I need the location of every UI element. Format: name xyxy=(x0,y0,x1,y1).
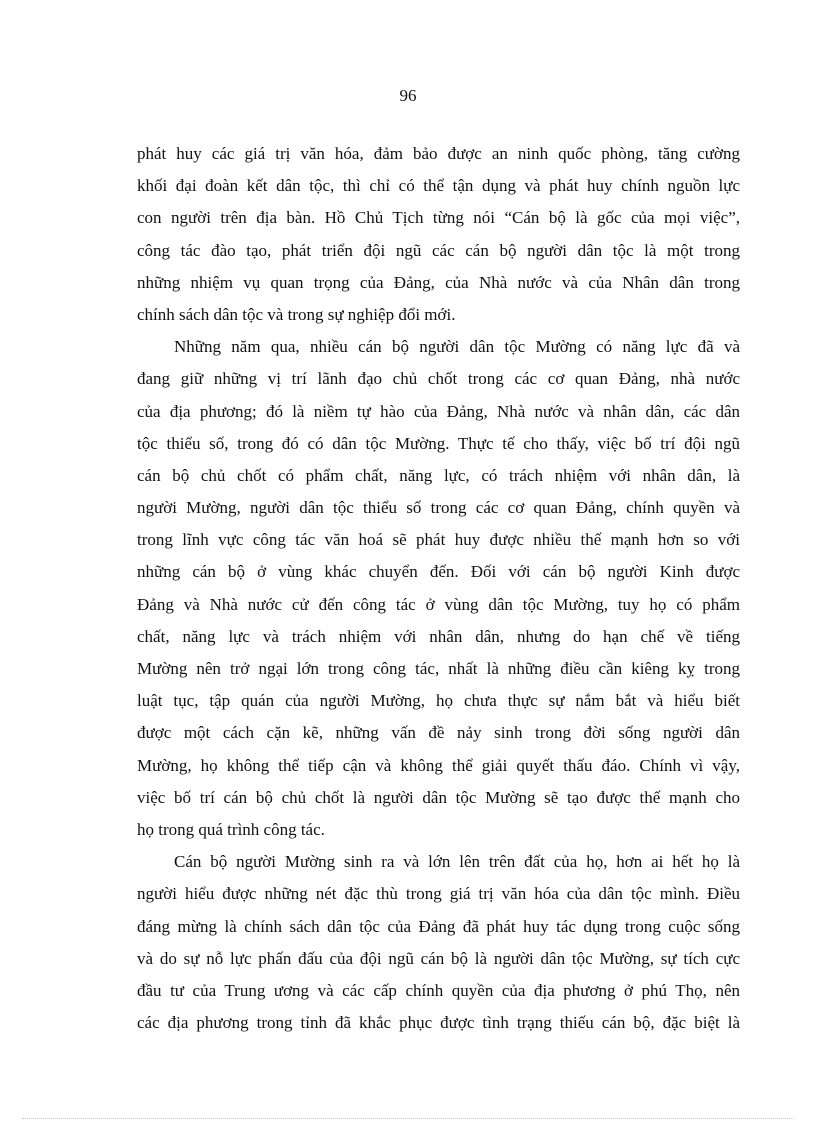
text-line: được một cách cặn kẽ, những vấn đề nảy sinh trong đời sống người dân xyxy=(137,723,740,743)
text-line: việc bố trí cán bộ chủ chốt là người dân tộc Mường sẽ tạo được thế mạnh cho xyxy=(137,787,740,807)
text-line: Mường nên trở ngại lớn trong công tác, nhất là những điều cần kiêng kỵ trong xyxy=(137,659,740,678)
text-line: luật tục, tập quán của người Mường, họ chưa thực sự nắm bắt và hiểu biết xyxy=(137,691,740,711)
text-line: người hiểu được những nét đặc thù trong giá trị văn hóa của dân tộc mình. Điều xyxy=(137,884,740,904)
text-line: các địa phương trong tỉnh đã khắc phục được tình trạng thiếu cán bộ, đặc biệt là xyxy=(137,1013,740,1033)
text-line: Cán bộ người Mường sinh ra và lớn lên trên đất của họ, hơn ai hết họ là xyxy=(174,852,740,872)
body-text xyxy=(137,138,740,1039)
page-number: 96 xyxy=(399,86,417,105)
text-line: cán bộ chủ chốt có phẩm chất, năng lực, có trách nhiệm với nhân dân, là xyxy=(137,465,740,485)
paragraph-2 xyxy=(137,331,740,846)
text-line: Những năm qua, nhiều cán bộ người dân tộc Mường có năng lực đã và xyxy=(174,337,740,357)
text-line: khối đại đoàn kết dân tộc, thì chỉ có thể tận dụng và phát huy chính nguồn lực xyxy=(137,176,740,196)
text-line: chính sách dân tộc và trong sự nghiệp đổi mới. xyxy=(137,304,456,324)
text-line: đang giữ những vị trí lãnh đạo chủ chốt trong các cơ quan Đảng, nhà nước xyxy=(137,369,740,389)
text-line: và do sự nỗ lực phấn đấu của đội ngũ cán bộ là người dân tộc Mường, sự tích cực xyxy=(137,948,740,968)
text-line: người Mường, người dân tộc thiểu số trong các cơ quan Đảng, chính quyền và xyxy=(137,498,740,518)
text-line: công tác đào tạo, phát triển đội ngũ các cán bộ người dân tộc là một trong xyxy=(137,240,740,260)
paragraph-1 xyxy=(137,138,740,331)
text-line: đáng mừng là chính sách dân tộc của Đảng đã phát huy tác dụng trong cuộc sống xyxy=(137,916,740,936)
text-line: của địa phương; đó là niềm tự hào của Đảng, Nhà nước và nhân dân, các dân xyxy=(137,401,740,421)
text-line: chất, năng lực và trách nhiệm với nhân dân, nhưng do hạn chế về tiếng xyxy=(137,626,740,646)
text-line: đầu tư của Trung ương và các cấp chính quyền của địa phương ở phú Thọ, nên xyxy=(137,980,740,1000)
text-line: những nhiệm vụ quan trọng của Đảng, của Nhà nước và của Nhân dân trong xyxy=(137,272,740,292)
text-line: phát huy các giá trị văn hóa, đảm bảo được an ninh quốc phòng, tăng cường xyxy=(137,144,740,163)
page-bottom-divider xyxy=(22,1118,794,1119)
text-line: con người trên địa bàn. Hồ Chủ Tịch từng nói “Cán bộ là gốc của mọi việc”, xyxy=(137,208,740,228)
text-line: tộc thiểu số, trong đó có dân tộc Mường. Thực tế cho thấy, việc bố trí đội ngũ xyxy=(137,433,740,453)
paragraph-3 xyxy=(137,846,740,1039)
text-line: họ trong quá trình công tác. xyxy=(137,819,325,839)
text-line: trong lĩnh vực công tác văn hoá sẽ phát huy được nhiều thế mạnh hơn so với xyxy=(137,530,740,550)
text-line: Mường, họ không thể tiếp cận và không thể giải quyết thấu đáo. Chính vì vậy, xyxy=(137,755,740,775)
text-line: Đảng và Nhà nước cử đến công tác ở vùng dân tộc Mường, tuy họ có phẩm xyxy=(137,594,740,614)
text-line: những cán bộ ở vùng khác chuyển đến. Đối với cán bộ người Kinh được xyxy=(137,562,740,582)
